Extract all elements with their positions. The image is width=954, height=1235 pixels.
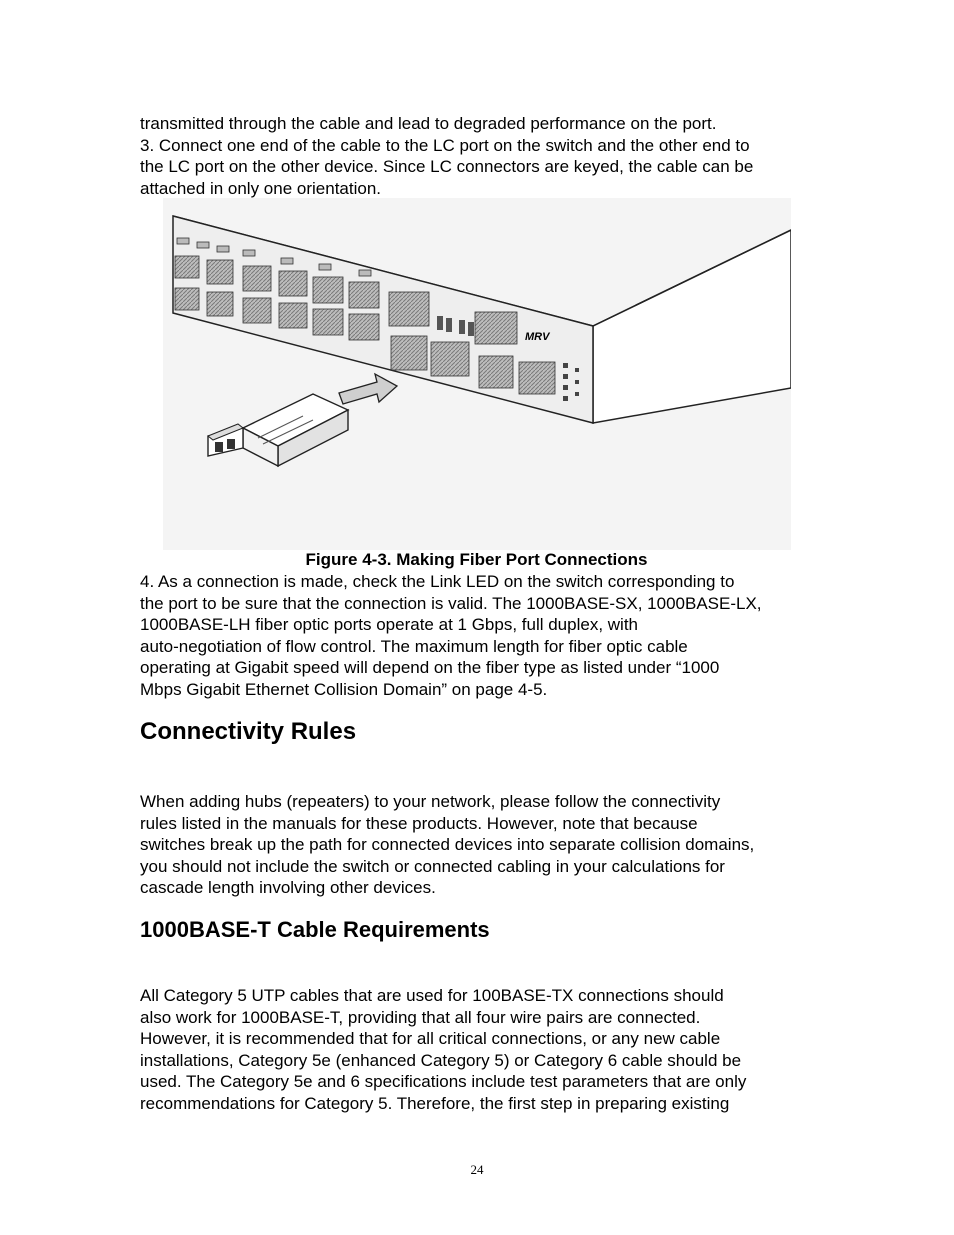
text-line: the LC port on the other device. Since LC connectors are keyed, the cable can be: [140, 157, 754, 177]
text-line: 1000BASE-LH fiber optic ports operate at 1 Gbps, full duplex, with: [140, 615, 638, 635]
text-line: rules listed in the manuals for these products. However, note that because: [140, 813, 698, 833]
text-line: 3. Connect one end of the cable to the LC port on the switch and the other end to: [140, 135, 750, 155]
text-line: All Category 5 UTP cables that are used for 100BASE-TX connections should: [140, 986, 724, 1005]
text-line: transmitted through the cable and lead to degraded performance on the port.: [140, 114, 717, 133]
text-line: also work for 1000BASE-T, providing that all four wire pairs are connected.: [140, 1007, 701, 1027]
figure-fiber-port-connection: [163, 198, 791, 550]
paragraph-step4: [140, 571, 830, 701]
switch-illustration: [163, 198, 791, 550]
text-line: When adding hubs (repeaters) to your network, please follow the connectivity: [140, 792, 721, 811]
paragraph-cable-requirements: [140, 985, 830, 1115]
page-number: 24: [470, 1162, 484, 1177]
sfp-transceiver: [208, 394, 348, 466]
text-line: recommendations for Category 5. Therefore, the first step in preparing existing: [140, 1093, 730, 1113]
text-line: However, it is recommended that for all critical connections, or any new cable: [140, 1029, 721, 1049]
text-line: used. The Category 5e and 6 specifications include test parameters that are only: [140, 1072, 747, 1092]
text-line: switches break up the path for connected devices into separate collision domains,: [140, 835, 755, 855]
text-line: the port to be sure that the connection is valid. The 1000BASE-SX, 1000BASE-LX,: [140, 593, 762, 613]
heading-connectivity-rules: Connectivity Rules: [140, 718, 357, 745]
text-line: attached in only one orientation.: [140, 178, 382, 198]
text-line: cascade length involving other devices.: [140, 878, 436, 898]
text-line: Mbps Gigabit Ethernet Collision Domain” on page 4-5.: [140, 679, 548, 699]
figure-caption: Figure 4-3. Making Fiber Port Connections: [305, 550, 648, 569]
insert-arrow-icon: [339, 374, 397, 404]
brand-label: MRV: [525, 331, 550, 343]
text-line: operating at Gigabit speed will depend on the fiber type as listed under “1000: [140, 658, 720, 678]
paragraph-step3: [140, 113, 830, 199]
text-line: you should not include the switch or connected cabling in your calculations for: [140, 856, 725, 876]
text-line: installations, Category 5e (enhanced Category 5) or Category 6 cable should be: [140, 1050, 742, 1070]
paragraph-connectivity-rules: [140, 791, 830, 899]
text-line: auto-negotiation of flow control. The maximum length for fiber optic cable: [140, 636, 688, 656]
text-line: 4. As a connection is made, check the Link LED on the switch corresponding to: [140, 572, 735, 591]
heading-1000base-t-cable-requirements: 1000BASE-T Cable Requirements: [140, 917, 490, 942]
